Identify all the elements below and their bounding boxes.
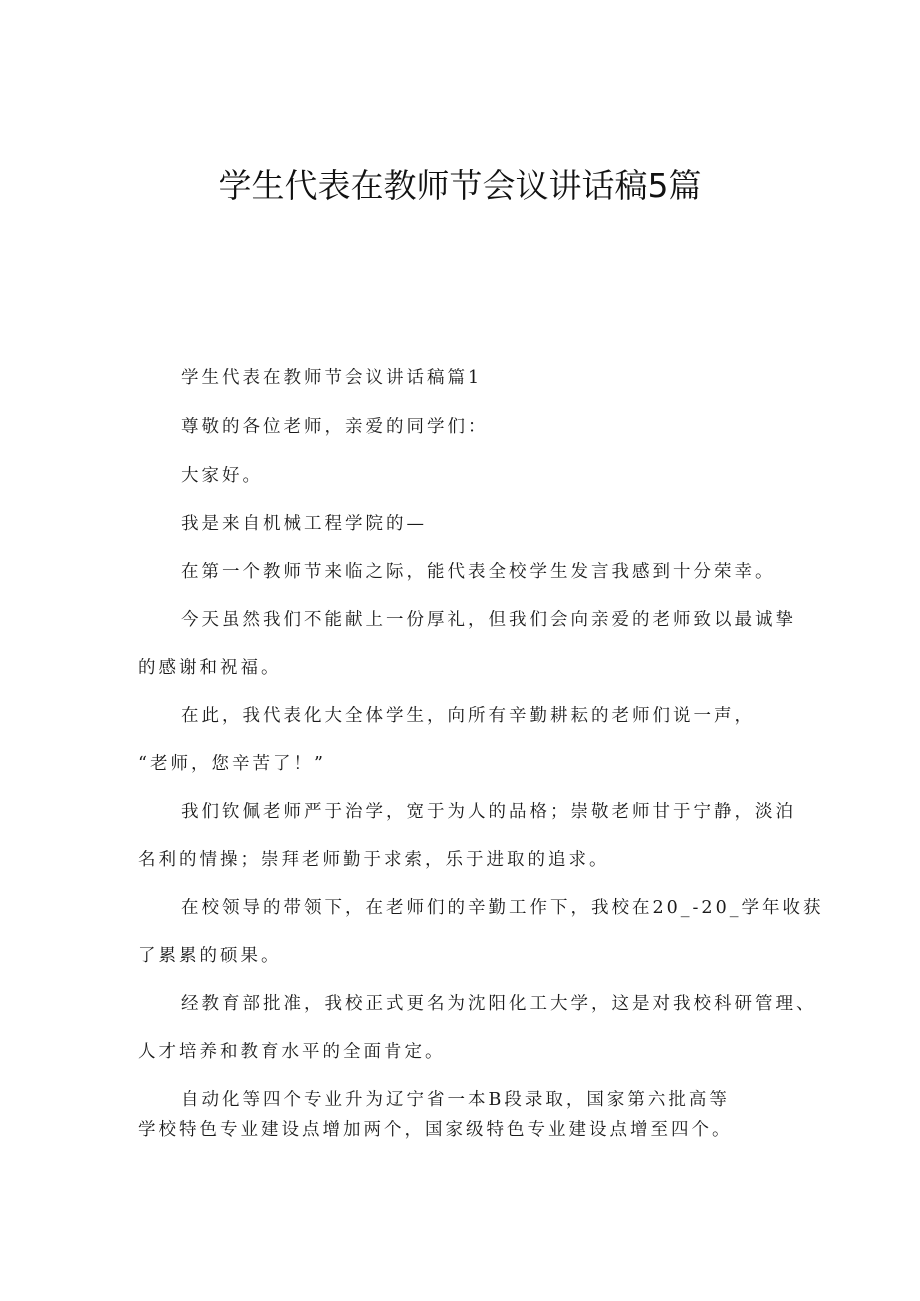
paragraph-line: 名利的情操；崇拜老师勤于求索，乐于进取的追求。 <box>138 850 610 870</box>
paragraph-line: 在此，我代表化大全体学生，向所有辛勤耕耘的老师们说一声， <box>181 706 755 726</box>
paragraph-line: 经教育部批准，我校正式更名为沈阳化工大学，这是对我校科研管理、 <box>181 994 817 1014</box>
greeting: 大家好。 <box>181 466 263 486</box>
paragraph-line: 我们钦佩老师严于治学，宽于为人的品格；崇敬老师甘于宁静，淡泊 <box>181 802 796 822</box>
paragraph-line: 了累累的硕果。 <box>138 946 282 966</box>
paragraph-line: 自动化等四个专业升为辽宁省一本B段录取，国家第六批高等 <box>181 1090 730 1110</box>
paragraph-line: 人才培养和教育水平的全面肯定。 <box>138 1042 446 1062</box>
section-heading: 学生代表在教师节会议讲话稿篇1 <box>181 368 483 388</box>
document-title: 学生代表在教师节会议讲话稿5篇 <box>218 166 702 205</box>
paragraph-line: 的感谢和祝福。 <box>138 658 282 678</box>
paragraph-line: 学校特色专业建设点增加两个，国家级特色专业建设点增至四个。 <box>138 1120 733 1140</box>
paragraph-line: 在第一个教师节来临之际，能代表全校学生发言我感到十分荣幸。 <box>181 562 776 582</box>
salutation: 尊敬的各位老师，亲爱的同学们： <box>181 417 489 437</box>
paragraph-line: 在校领导的带领下，在老师们的辛勤工作下，我校在20_-20_学年收获 <box>181 898 824 918</box>
paragraph-line: 我是来自机械工程学院的— <box>181 514 427 534</box>
paragraph-line: “老师，您辛苦了！” <box>138 754 326 774</box>
paragraph-line: 今天虽然我们不能献上一份厚礼，但我们会向亲爱的老师致以最诚挚 <box>181 610 796 630</box>
